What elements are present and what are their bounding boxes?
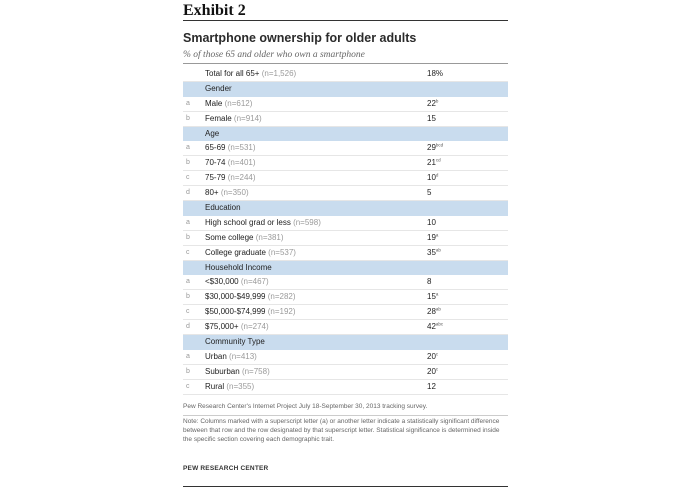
row-label: $50,000-$74,999 <box>205 307 266 317</box>
section-label: Education <box>205 203 241 213</box>
row-significance-superscript: cd <box>435 157 441 163</box>
table-row <box>183 320 508 335</box>
section-header <box>183 261 508 276</box>
table-row <box>183 186 508 201</box>
row-value-group <box>427 320 443 335</box>
row-label: $30,000-$49,999 <box>205 292 266 302</box>
subtitle-rule <box>183 63 508 64</box>
section-label: Household Income <box>205 262 272 272</box>
row-value: 22 <box>427 98 436 108</box>
row-value-group <box>427 290 438 305</box>
row-label: Urban <box>205 351 227 361</box>
row-value: 19 <box>427 232 436 242</box>
row-value-group <box>427 380 436 395</box>
row-letter: a <box>186 352 190 360</box>
table-row <box>183 97 508 112</box>
row-value-group <box>427 246 441 261</box>
row-sample-size: (n=537) <box>268 247 296 257</box>
table-row <box>183 171 508 186</box>
row-value-group <box>427 112 436 127</box>
row-value-group <box>427 350 438 365</box>
row-label: Female <box>205 113 232 123</box>
row-sample-size: (n=282) <box>267 292 296 302</box>
row-letter: b <box>186 114 190 122</box>
table-row <box>183 246 508 261</box>
row-sample-size: (n=598) <box>293 217 321 227</box>
row-letter: c <box>186 174 190 182</box>
row-letter: b <box>186 367 190 375</box>
row-value: 10 <box>427 217 436 227</box>
row-sample-size: (n=1,526) <box>261 69 297 78</box>
row-value: 10 <box>427 173 436 183</box>
row-sample-size: (n=914) <box>233 113 262 123</box>
row-label-group <box>205 290 296 305</box>
brand-logo-text: PEW RESEARCH CENTER <box>183 465 269 472</box>
row-sample-size: (n=381) <box>255 232 284 242</box>
row-label-group <box>205 97 252 112</box>
row-value: 15 <box>427 113 436 123</box>
footnote: Note: Columns marked with a superscript letter (a) or another letter indicate a statistically significant difference between that row and the row designated by that superscript letter. Statistical significance is determined inside the specific section covering each demographic trait. <box>183 418 500 443</box>
row-sample-size: (n=758) <box>241 366 270 376</box>
row-sample-size: (n=401) <box>227 158 256 168</box>
row-label-group <box>205 305 296 320</box>
table-row <box>183 112 508 127</box>
table-row <box>183 305 508 320</box>
row-letter: a <box>186 218 190 226</box>
row-value: 35 <box>427 247 436 257</box>
source-note: Pew Research Center's Internet Project July 18-September 30, 2013 tracking survey. <box>183 403 428 410</box>
row-label: Some college <box>205 232 254 242</box>
row-value: 5 <box>427 188 432 198</box>
table-row <box>183 290 508 305</box>
row-value: 20 <box>427 366 436 376</box>
row-letter: a <box>186 99 190 107</box>
row-letter: d <box>186 323 190 331</box>
table-row <box>183 365 508 380</box>
row-sample-size: (n=244) <box>227 173 256 183</box>
row-label: Total for all 65+ <box>205 69 260 78</box>
data-table <box>183 67 508 395</box>
row-label: <$30,000 <box>205 277 239 287</box>
row-letter: b <box>186 159 190 167</box>
row-label: Rural <box>205 381 225 391</box>
exhibit-label: Exhibit 2 <box>183 2 246 19</box>
chart-subtitle: % of those 65 and older who own a smartphone <box>183 50 365 60</box>
row-letter: b <box>186 293 190 301</box>
table-row <box>183 141 508 156</box>
row-significance-superscript: a <box>435 291 439 297</box>
section-header <box>183 127 508 142</box>
row-label: 65-69 <box>205 143 226 153</box>
row-label-group <box>205 320 269 335</box>
section-header <box>183 82 508 97</box>
row-letter: a <box>186 278 190 286</box>
section-label: Age <box>205 128 220 138</box>
row-value-group <box>427 171 438 186</box>
row-label-group <box>205 156 256 171</box>
row-value: 28 <box>427 307 436 317</box>
row-value-group <box>427 67 443 82</box>
chart-title: Smartphone ownership for older adults <box>183 31 417 45</box>
row-letter: a <box>186 144 190 152</box>
row-value: 42 <box>427 322 436 332</box>
note-rule <box>183 415 508 416</box>
section-label: Community Type <box>205 337 265 347</box>
table-row <box>183 156 508 171</box>
row-significance-superscript: ab <box>435 247 441 253</box>
row-letter: c <box>186 248 190 256</box>
row-label: Male <box>205 98 223 108</box>
row-label: 75-79 <box>205 173 226 183</box>
row-label-group <box>205 275 269 290</box>
row-letter: c <box>186 308 190 316</box>
row-significance-superscript: d <box>435 172 439 178</box>
row-label: Suburban <box>205 366 240 376</box>
row-value: 8 <box>427 277 432 287</box>
row-sample-size: (n=612) <box>224 98 253 108</box>
row-value-group <box>427 231 438 246</box>
section-header <box>183 335 508 350</box>
row-value-group <box>427 216 436 231</box>
row-value: 12 <box>427 381 436 391</box>
row-label-group <box>205 67 296 82</box>
row-label: 70-74 <box>205 158 226 168</box>
row-label: $75,000+ <box>205 322 239 332</box>
row-significance-superscript: bcd <box>435 142 444 148</box>
row-sample-size: (n=192) <box>267 307 296 317</box>
row-label-group <box>205 186 249 201</box>
table-row <box>183 67 508 82</box>
row-label-group <box>205 365 270 380</box>
table-row <box>183 350 508 365</box>
row-letter: d <box>186 189 190 197</box>
table-row <box>183 380 508 395</box>
table-row <box>183 216 508 231</box>
row-value: 29 <box>427 143 436 153</box>
row-value-group <box>427 141 443 156</box>
row-label-group <box>205 350 257 365</box>
section-label: Gender <box>205 83 232 93</box>
row-sample-size: (n=531) <box>227 143 256 153</box>
row-value-group <box>427 156 441 171</box>
row-significance-superscript: b <box>435 98 439 104</box>
row-label: 80+ <box>205 188 219 198</box>
row-label-group <box>205 141 256 156</box>
row-sample-size: (n=274) <box>240 322 269 332</box>
row-sample-size: (n=355) <box>226 381 255 391</box>
row-label: High school grad or less <box>205 217 291 227</box>
row-letter: c <box>186 382 190 390</box>
top-rule <box>183 20 508 21</box>
row-value-group <box>427 97 438 112</box>
row-sample-size: (n=350) <box>220 188 249 198</box>
table-row <box>183 231 508 246</box>
row-value-group <box>427 186 431 201</box>
row-significance-superscript: a <box>435 232 439 238</box>
row-value: 21 <box>427 158 436 168</box>
row-label-group <box>205 380 254 395</box>
row-label-group <box>205 216 321 231</box>
row-sample-size: (n=467) <box>240 277 269 287</box>
row-significance-superscript: c <box>435 351 439 357</box>
row-value-group <box>427 365 438 380</box>
table-row <box>183 275 508 290</box>
row-significance-superscript: ab <box>435 306 441 312</box>
row-label: College graduate <box>205 247 266 257</box>
row-label-group <box>205 231 284 246</box>
row-label-group <box>205 112 262 127</box>
row-significance-superscript: c <box>435 366 439 372</box>
row-significance-superscript: abc <box>435 321 444 327</box>
row-value: 20 <box>427 351 436 361</box>
row-sample-size: (n=413) <box>229 351 257 361</box>
row-value-group <box>427 275 431 290</box>
row-label-group <box>205 171 256 186</box>
row-value: 18% <box>427 69 444 78</box>
row-label-group <box>205 246 296 261</box>
row-value-group <box>427 305 441 320</box>
row-value: 15 <box>427 292 436 302</box>
row-letter: b <box>186 233 190 241</box>
bottom-rule <box>183 486 508 487</box>
section-header <box>183 201 508 216</box>
